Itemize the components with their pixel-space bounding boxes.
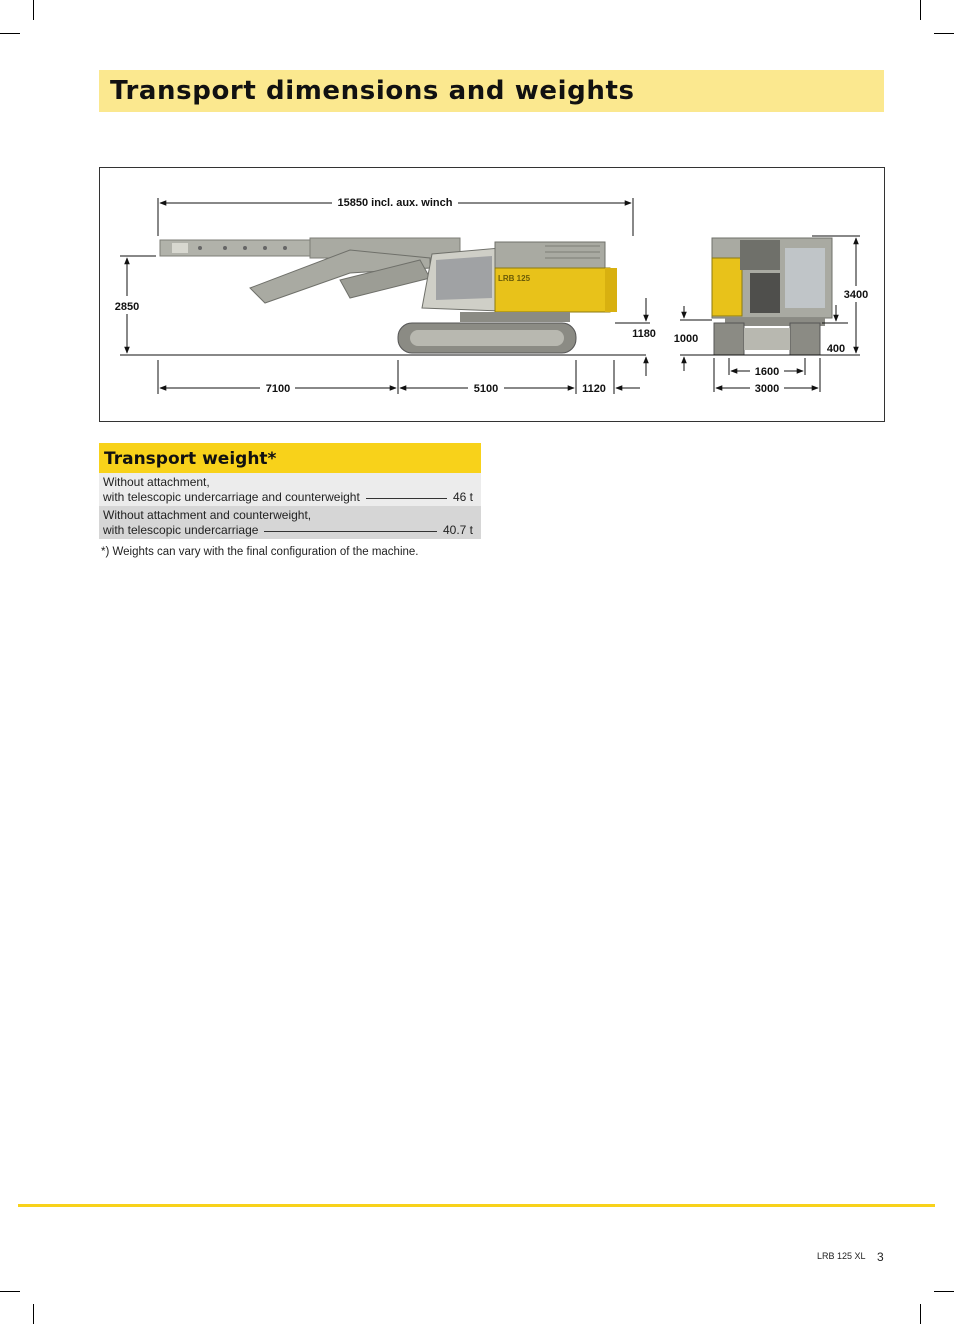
weight-row-line2: with telescopic undercarriage [103, 523, 259, 537]
machine-label: LRB 125 [498, 274, 531, 283]
footer-rule [18, 1204, 935, 1207]
transport-weight-table [99, 443, 481, 539]
footnote: *) Weights can vary with the final configuration of the machine. [101, 546, 419, 558]
dim-overall-length: 15850 incl. aux. winch [337, 197, 453, 209]
crop-mark [934, 1291, 954, 1292]
dim-track-height: 400 [826, 343, 846, 355]
crop-mark [33, 1304, 34, 1324]
weight-row-line1: Without attachment, [103, 475, 210, 489]
transport-weight-header [99, 443, 481, 473]
table-row [99, 506, 481, 539]
side-view-machine [160, 238, 617, 353]
weight-row-line1: Without attachment and counterweight, [103, 508, 312, 522]
page-header [99, 70, 884, 112]
dim-track-inner: 1600 [754, 366, 780, 378]
leader-line [366, 498, 447, 499]
transport-weight-title: Transport weight* [104, 449, 277, 469]
page-number: 3 [877, 1250, 884, 1264]
dim-length-front: 7100 [265, 383, 291, 395]
crop-mark [934, 33, 954, 34]
rear-view-machine [712, 238, 832, 355]
dim-height: 2850 [114, 301, 140, 313]
leader-line [264, 531, 437, 532]
dim-length-track: 5100 [473, 383, 499, 395]
footer-model: LRB 125 XL [817, 1251, 866, 1261]
weight-value: 46 t [452, 490, 473, 504]
dimension-drawing [99, 167, 885, 422]
machine-drawing-svg [100, 168, 886, 423]
table-row [99, 473, 481, 506]
crop-mark [0, 33, 20, 34]
crop-mark [920, 0, 921, 20]
page-title: Transport dimensions and weights [110, 76, 635, 106]
weight-value: 40.7 t [442, 523, 473, 537]
dim-rear-height: 1180 [632, 328, 656, 340]
crop-mark [0, 1291, 20, 1292]
crop-mark [920, 1304, 921, 1324]
weight-row-line2: with telescopic undercarriage and counterweight [103, 490, 360, 504]
dim-total-height: 3400 [843, 289, 869, 301]
crop-mark [33, 0, 34, 20]
dim-length-rear: 1120 [582, 383, 606, 395]
dim-ground-clearance: 1000 [673, 333, 699, 345]
dim-track-width: 3000 [754, 383, 780, 395]
